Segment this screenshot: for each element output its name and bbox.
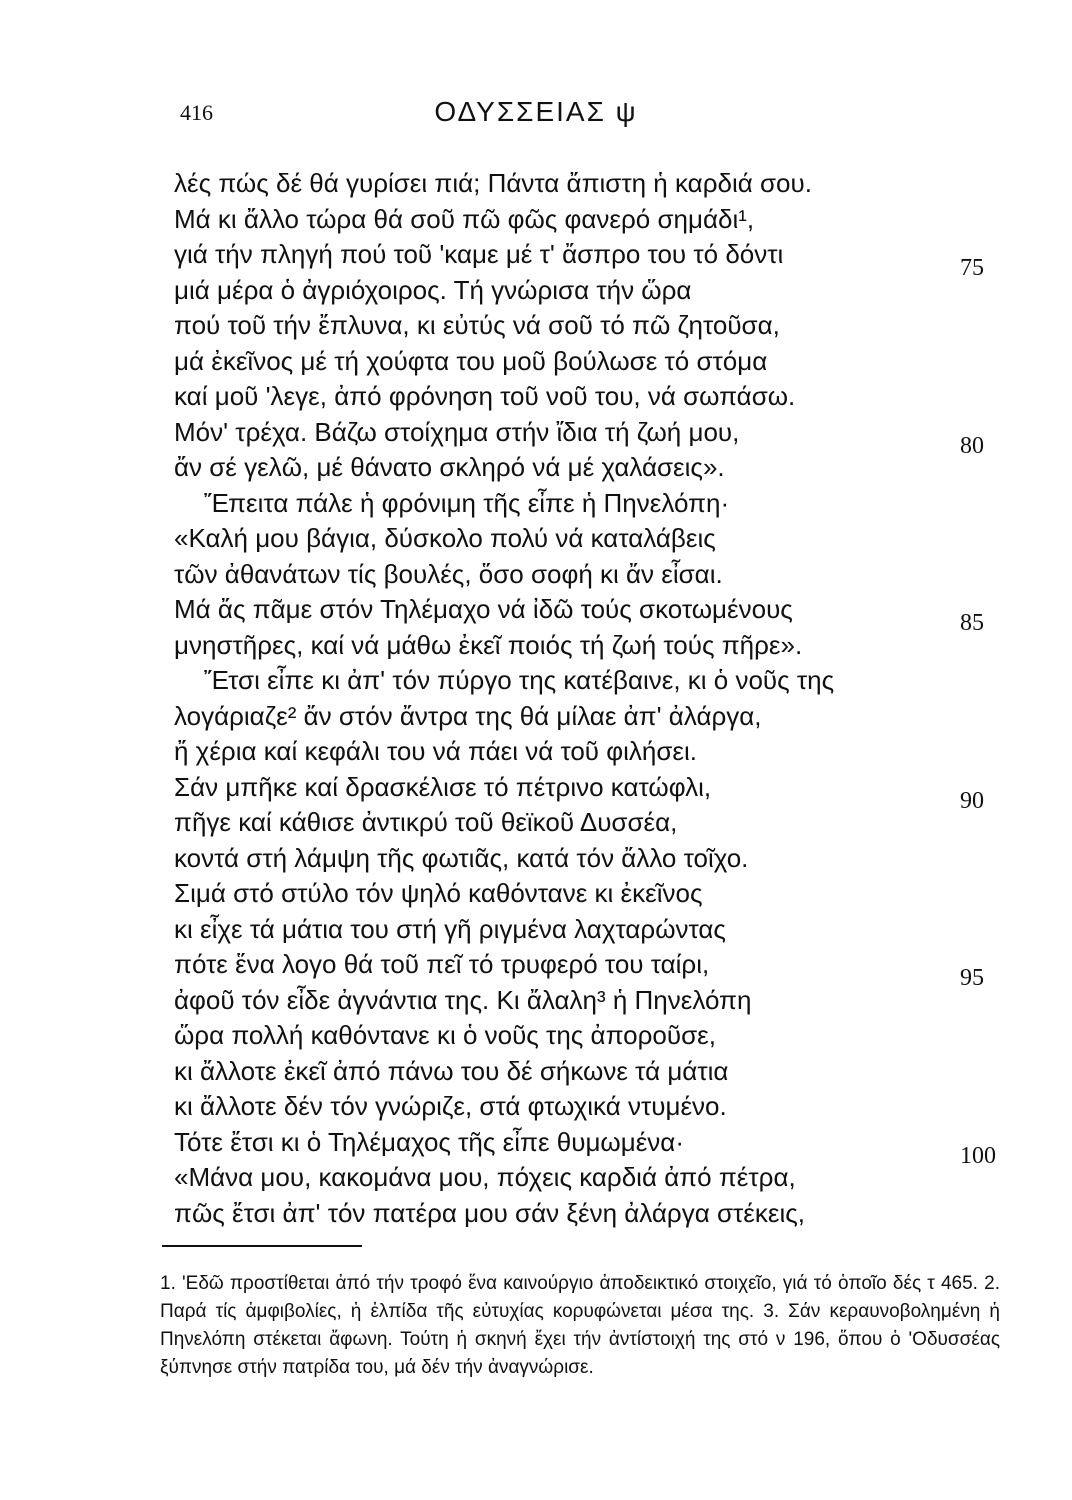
verse-line (0, 912, 1072, 948)
footnote-divider (162, 1245, 362, 1247)
verse-text: ἄν σέ γελῶ, μέ θάνατο σκληρό νά μέ χαλάσεις». (174, 452, 725, 482)
verse-line (0, 521, 1072, 557)
verse-text: Τότε ἔτσι κι ὁ Τηλέμαχος τῆς εἶπε θυμωμένα· (174, 1126, 684, 1157)
verse-text: κι εἶχε τά μάτια του στή γῆ ριγμένα λαχταρώντας (174, 913, 726, 944)
line-number: 75 (960, 255, 984, 281)
verse-text: Ἔπειτα πάλε ἡ φρόνιμη τῆς εἶπε ἡ Πηνελόπη· (204, 487, 730, 518)
line-number: 100 (960, 1142, 996, 1169)
verse-text: Ἔτσι εἶπε κι ἀπ' τόν πύργο της κατέβαινε, κι ὁ νοῦς της (204, 665, 835, 695)
footnotes: 1. 'Εδῶ προστίθεται ἀπό τήν τροφό ἕνα καινούργιο ἀποδεικτικό στοιχεῖο, γιά τό ὁποῖο δές τ 465. 2. Παρά τίς ἀμφιβολίες, ἡ ἐλπίδα τῆς εὐτυχίας κορυφώνεται μέσα της. 3. Σάν κεραυνοβολημένη ἡ Πηνελόπη στέκεται ἄφωνη. Τούτη ἡ σκηνή ἔχει τήν ἀντίστοιχή της στό ν 196, ὅπου ὁ 'Οδυσσέας ξύπνησε στήν πατρίδα του, μά δέν τήν ἀναγνώρισε. (160, 1273, 1000, 1378)
verse-text: «Μάνα μου, κακομάνα μου, πόχεις καρδιά ἀπό πέτρα, (174, 1162, 796, 1192)
verse-line (0, 202, 1072, 238)
verse-text: Μά ἄς πᾶμε στόν Τηλέμαχο νά ἰδῶ τούς σκοτωμένους (174, 594, 793, 624)
verse-block (0, 166, 1072, 1231)
verse-line (0, 1054, 1072, 1090)
verse-text: μνηστῆρες, καί νά μάθω ἐκεῖ ποιός τή ζωή τούς πῆρε». (174, 629, 803, 660)
verse-text: πού τοῦ τήν ἔπλυνα, κι εὐτύς νά σοῦ τό πῶ ζητοῦσα, (174, 310, 780, 340)
verse-text: «Καλή μου βάγια, δύσκολο πολύ νά καταλάβεις (174, 523, 716, 553)
verse-line (0, 983, 1072, 1019)
verse-text: τῶν ἀθανάτων τίς βουλές, ὅσο σοφή κι ἄν εἶσαι. (174, 558, 723, 589)
verse-text: λές πώς δέ θά γυρίσει πιά; Πάντα ἄπιστη ἡ καρδιά σου. (174, 168, 812, 198)
verse-text: Μόν' τρέχα. Βάζω στοίχημα στήν ἴδια τή ζωή μου, (174, 416, 740, 447)
verse-text: μά ἐκεῖνος μέ τή χούφτα του μοῦ βούλωσε τό στόμα (174, 345, 768, 376)
verse-line (0, 273, 1072, 309)
verse-text: Σιμά στό στύλο τόν ψηλό καθόντανε κι ἐκεῖνος (174, 878, 703, 908)
verse-line (0, 237, 1072, 281)
verse-line (0, 166, 1072, 202)
verse-line (0, 1018, 1072, 1054)
running-head: ΟΔΥΣΣΕΙΑΣ ψ (434, 96, 638, 127)
verse-text: πῶς ἔτσι ἀπ' τόν πατέρα μου σάν ξένη ἀλάργα στέκεις, (174, 1197, 805, 1228)
verse-line (0, 770, 1072, 814)
verse-text: ἤ χέρια καί κεφάλι του νά πάει νά τοῦ φιλήσει. (174, 736, 697, 766)
verse-text: πῆγε καί κάθισε ἀντικρύ τοῦ θεϊκοῦ Δυσσέα, (174, 807, 678, 837)
verse-text: ἀφοῦ τόν εἶδε ἀγνάντια της. Κι ἄλαλη³ ἡ Πηνελόπη (174, 984, 752, 1015)
verse-text: καί μοῦ 'λεγε, ἀπό φρόνηση τοῦ νοῦ του, νά σωπάσω. (174, 381, 796, 411)
verse-text: μιά μέρα ὁ ἀγριόχοιρος. Τή γνώρισα τήν ὥρα (174, 274, 692, 305)
verse-line (0, 1089, 1072, 1125)
verse-text: κοντά στή λάμψη τῆς φωτιᾶς, κατά τόν ἄλλο τοῖχο. (174, 842, 749, 873)
verse-line (0, 876, 1072, 912)
verse-line (0, 344, 1072, 380)
verse-line (0, 379, 1072, 415)
verse-line (0, 1160, 1072, 1196)
page-number: 416 (180, 100, 213, 125)
verse-line (0, 841, 1072, 877)
line-number: 80 (960, 432, 984, 459)
verse-line (0, 1196, 1072, 1232)
verse-text: λογάριαζε² ἄν στόν ἄντρα της θά μίλαε ἀπ' ἀλάργα, (174, 700, 762, 731)
verse-text: γιά τήν πληγή πού τοῦ 'καμε μέ τ' ἄσπρο του τό δόντι (174, 239, 784, 269)
verse-line (0, 592, 1072, 636)
verse-line (0, 1125, 1072, 1169)
verse-text: ὥρα πολλή καθόντανε κι ὁ νοῦς της ἀποροῦσε, (174, 1020, 716, 1050)
verse-line (0, 628, 1072, 664)
verse-text: κι ἄλλοτε δέν τόν γνώριζε, στά φτωχικά ντυμένο. (174, 1091, 727, 1121)
verse-text: πότε ἕνα λογο θά τοῦ πεῖ τό τρυφερό του ταίρι, (174, 949, 710, 979)
verse-line (0, 308, 1072, 344)
verse-line (0, 415, 1072, 459)
verse-text: Μά κι ἄλλο τώρα θά σοῦ πῶ φῶς φανερό σημάδι¹, (174, 203, 755, 234)
verse-line (0, 557, 1072, 593)
line-number: 95 (960, 965, 984, 991)
verse-line (0, 450, 1072, 486)
verse-line (0, 947, 1072, 991)
verse-line (0, 486, 1072, 522)
line-number: 85 (960, 610, 984, 636)
verse-line (0, 699, 1072, 735)
verse-line (0, 805, 1072, 841)
verse-line (0, 734, 1072, 770)
line-number: 90 (960, 787, 984, 814)
verse-line (0, 663, 1072, 699)
verse-text: κι ἄλλοτε ἐκεῖ ἀπό πάνω του δέ σήκωνε τά μάτια (174, 1055, 729, 1086)
verse-text: Σάν μπῆκε καί δρασκέλισε τό πέτρινο κατώφλι, (174, 771, 712, 802)
